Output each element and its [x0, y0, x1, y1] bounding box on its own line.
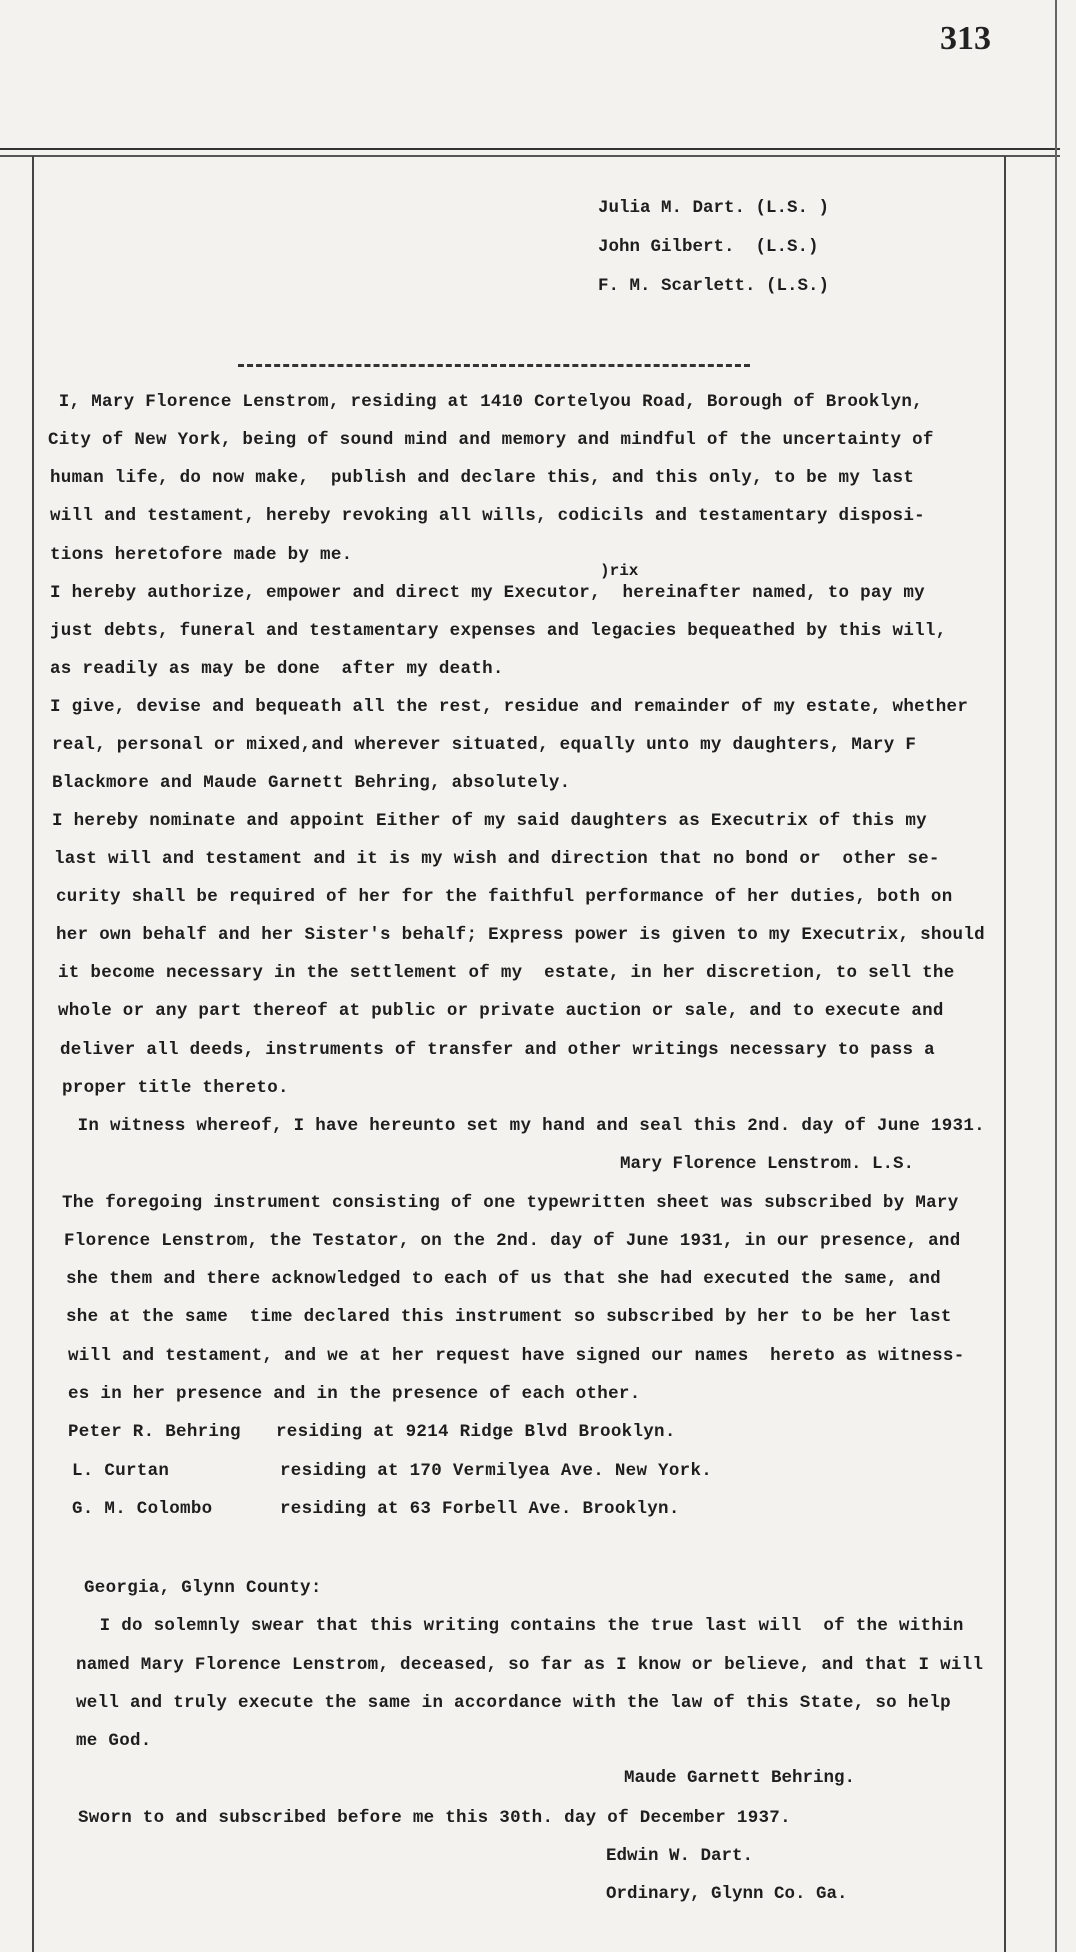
oath-line: I do solemnly swear that this writing contains the true last will of the within	[78, 1616, 964, 1636]
will-line: proper title thereto.	[62, 1078, 289, 1098]
will-line: City of New York, being of sound mind and memory and mindful of the uncertainty of	[48, 430, 934, 450]
will-line: I, Mary Florence Lenstrom, residing at 1410 Cortelyou Road, Borough of Brooklyn,	[48, 392, 923, 412]
testator-signature: Mary Florence Lenstrom. L.S.	[620, 1154, 915, 1174]
will-line: last will and testament and it is my wish and direction that no bond or other se-	[54, 849, 940, 869]
witness-name: G. M. Colombo	[72, 1499, 213, 1519]
oath-line: named Mary Florence Lenstrom, deceased, so far as I know or believe, and that I will	[76, 1655, 984, 1675]
signature-john-gilbert: John Gilbert. (L.S.)	[598, 237, 819, 257]
will-line: human life, do now make, publish and declare this, and this only, to be my last	[50, 468, 915, 488]
ordinary-title: Ordinary, Glynn Co. Ga.	[606, 1884, 848, 1904]
signature-scarlett: F. M. Scarlett. (L.S.)	[598, 276, 830, 296]
page-number: 313	[940, 20, 991, 57]
oath-heading: Georgia, Glynn County:	[84, 1578, 322, 1598]
witness-name: Peter R. Behring	[68, 1422, 241, 1442]
will-line: will and testament, hereby revoking all wills, codicils and testamentary disposi-	[50, 506, 925, 526]
rix-insertion: )rix	[600, 562, 639, 580]
signature-julia-dart: Julia M. Dart. (L.S. )	[598, 198, 830, 218]
page-edge-line	[1055, 0, 1057, 1952]
attestation-line: The foregoing instrument consisting of one typewritten sheet was subscribed by Mary	[62, 1193, 959, 1213]
ordinary-name: Edwin W. Dart.	[606, 1846, 754, 1866]
will-line: Blackmore and Maude Garnett Behring, absolutely.	[52, 773, 571, 793]
will-line: her own behalf and her Sister's behalf; Express power is given to my Executrix, should	[56, 925, 985, 945]
witness-address: residing at 63 Forbell Ave. Brooklyn.	[280, 1499, 680, 1519]
top-rule-secondary	[0, 155, 1060, 157]
witness-name: L. Curtan	[72, 1461, 170, 1481]
will-line: In witness whereof, I have hereunto set my hand and seal this 2nd. day of June 1931.	[56, 1116, 985, 1136]
oath-signature: Maude Garnett Behring.	[624, 1768, 856, 1788]
will-line: I hereby authorize, empower and direct my Executor, hereinafter named, to pay my	[50, 583, 925, 603]
will-line: tions heretofore made by me.	[50, 545, 353, 565]
attestation-line: Florence Lenstrom, the Testator, on the 2nd. day of June 1931, in our presence, and	[64, 1231, 961, 1251]
attestation-line: she at the same time declared this instrument so subscribed by her to be her last	[66, 1307, 952, 1327]
will-line: it become necessary in the settlement of my estate, in her discretion, to sell the	[58, 963, 955, 983]
will-line: deliver all deeds, instruments of transfer and other writings necessary to pass a	[60, 1040, 935, 1060]
will-line: I hereby nominate and appoint Either of my said daughters as Executrix of this my	[52, 811, 927, 831]
witness-address: residing at 170 Vermilyea Ave. New York.	[280, 1461, 713, 1481]
attestation-line: will and testament, and we at her request have signed our names hereto as witness-	[68, 1346, 965, 1366]
section-divider	[238, 364, 750, 367]
will-line: whole or any part thereof at public or private auction or sale, and to execute and	[58, 1001, 944, 1021]
will-line: real, personal or mixed,and wherever situated, equally unto my daughters, Mary F	[52, 735, 917, 755]
sworn-line: Sworn to and subscribed before me this 30th. day of December 1937.	[78, 1808, 791, 1828]
oath-line: well and truly execute the same in accordance with the law of this State, so help	[76, 1693, 951, 1713]
oath-line: me God.	[76, 1731, 152, 1751]
witness-address: residing at 9214 Ridge Blvd Brooklyn.	[276, 1422, 676, 1442]
left-margin-line	[32, 156, 34, 1952]
will-line: as readily as may be done after my death.	[50, 659, 504, 679]
top-rule	[0, 148, 1060, 150]
will-line: just debts, funeral and testamentary expenses and legacies bequeathed by this will,	[50, 621, 947, 641]
attestation-line: es in her presence and in the presence of each other.	[68, 1384, 641, 1404]
right-margin-line	[1004, 156, 1006, 1952]
will-line: I give, devise and bequeath all the rest, residue and remainder of my estate, whether	[50, 697, 969, 717]
will-line: curity shall be required of her for the faithful performance of her duties, both on	[56, 887, 953, 907]
attestation-line: she them and there acknowledged to each of us that she had executed the same, and	[66, 1269, 941, 1289]
